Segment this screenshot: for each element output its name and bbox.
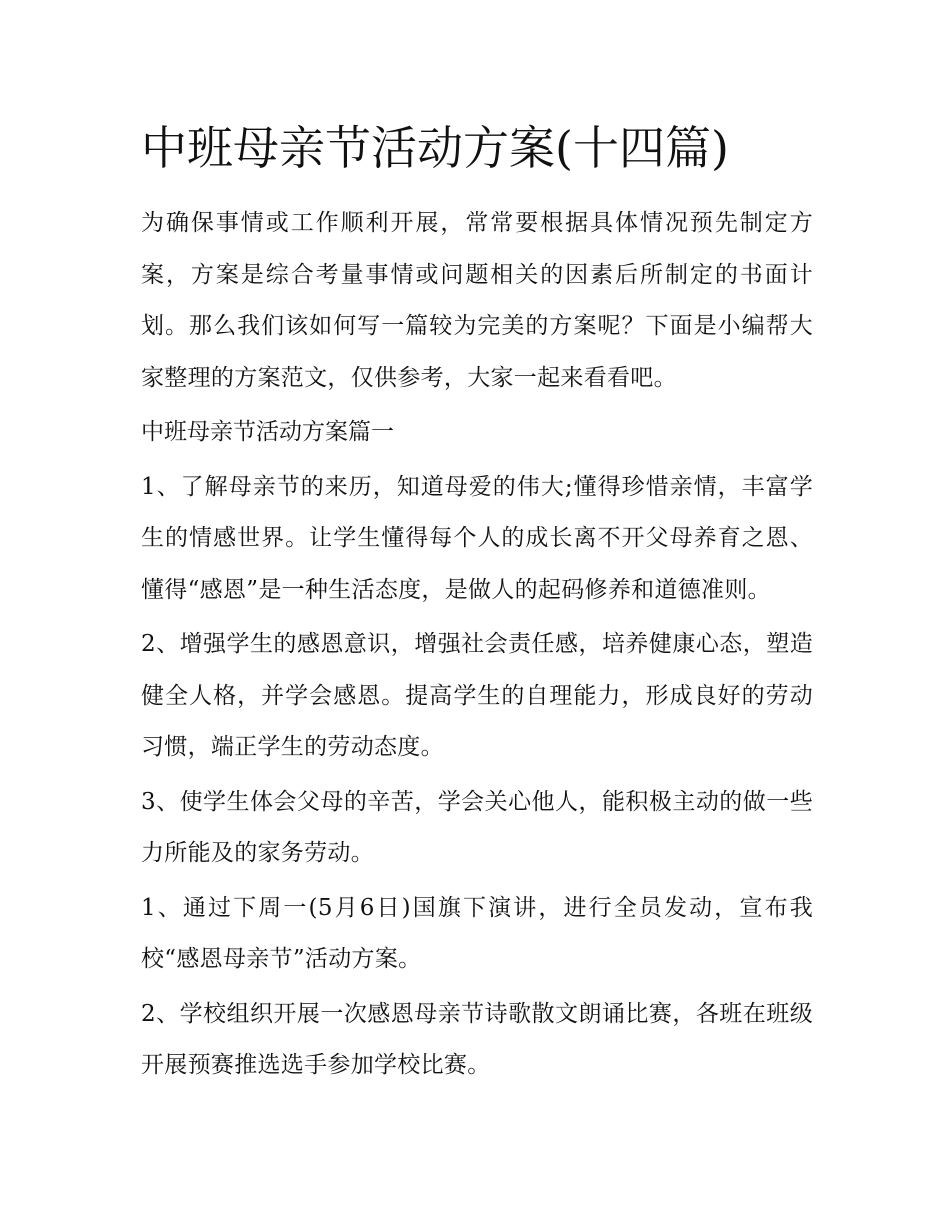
goal-paragraph-2: 2、增强学生的感恩意识，增强社会责任感，培养健康心态，塑造健全人格，并学会感恩。提高学生的自理能力，形成良好的劳动习惯，端正学生的劳动态度。 [141, 631, 813, 760]
document-body [141, 198, 813, 1095]
goal-paragraph-3: 3、使学生体会父母的辛苦，学会关心他人，能积极主动的做一些力所能及的家务劳动。 [141, 788, 813, 866]
section-heading: 中班母亲节活动方案篇一 [141, 419, 394, 445]
activity-paragraph-1: 1、通过下周一(5月6日)国旗下演讲，进行全员发动，宣布我校“感恩母亲节”活动方案。 [141, 894, 813, 972]
intro-paragraph: 为确保事情或工作顺利开展，常常要根据具体情况预先制定方案，方案是综合考量事情或问题相关的因素后所制定的书面计划。那么我们该如何写一篇较为完美的方案呢？下面是小编帮大家整理的方案范文，仅供参考，大家一起来看看吧。 [141, 210, 813, 391]
document-title: 中班母亲节活动方案(十四篇) [141, 121, 729, 175]
goal-paragraph-1: 1、了解母亲节的来历，知道母爱的伟大;懂得珍惜亲情，丰富学生的情感世界。让学生懂得每个人的成长离不开父母养育之恩、懂得“感恩”是一种生活态度，是做人的起码修养和道德准则。 [141, 473, 813, 603]
activity-paragraph-2: 2、学校组织开展一次感恩母亲节诗歌散文朗诵比赛，各班在班级开展预赛推选选手参加学校比赛。 [141, 1000, 813, 1078]
